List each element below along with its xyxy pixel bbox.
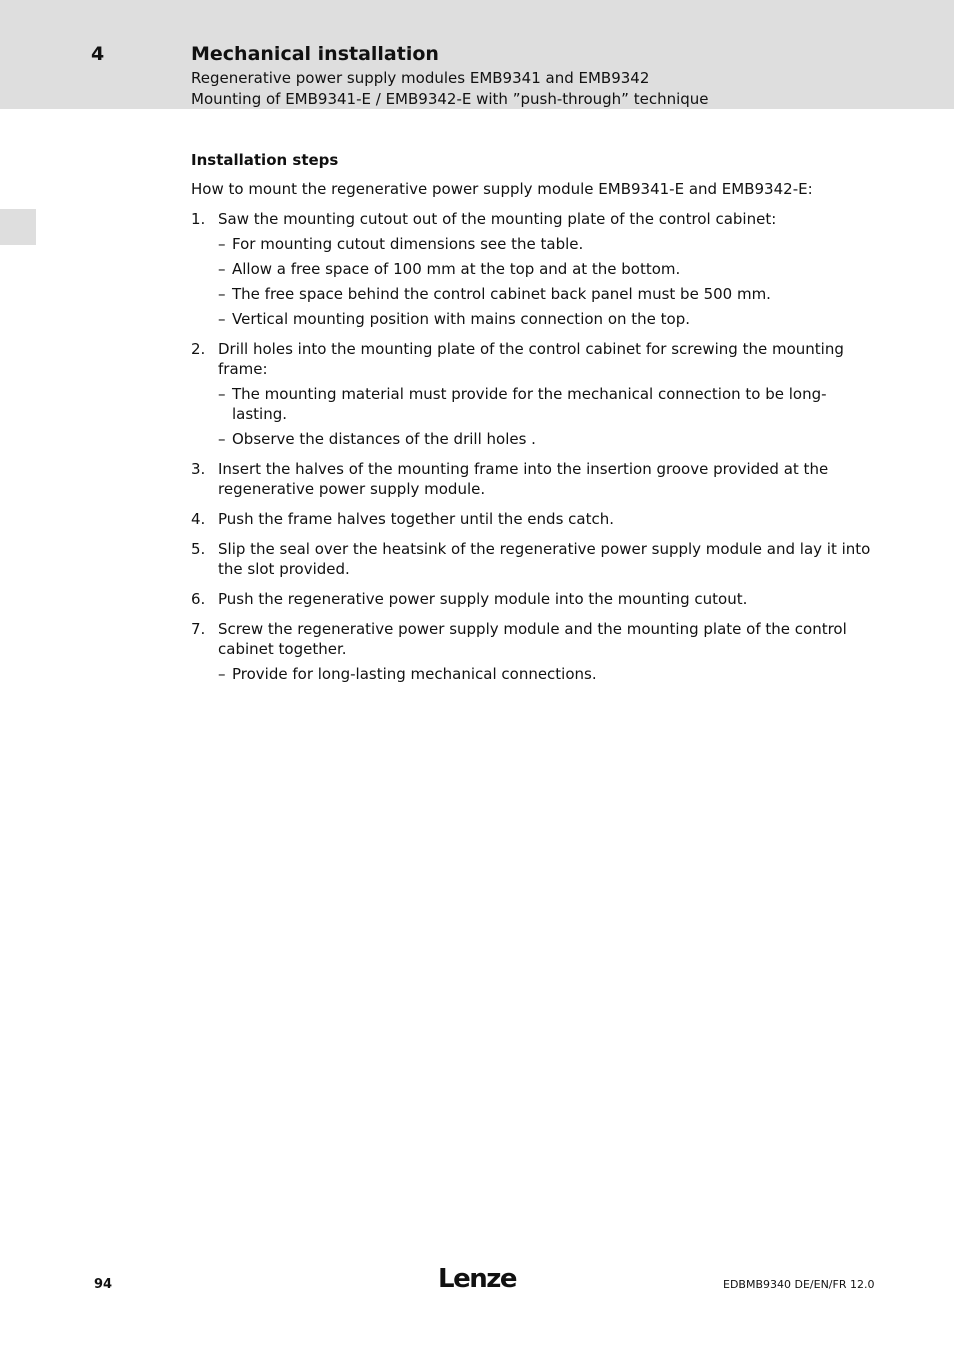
intro-text: How to mount the regenerative power supply module EMB9341-E and EMB9342-E:	[191, 180, 813, 198]
note-item: – Allow a free space of 100 mm at the top and at the bottom.	[218, 259, 871, 279]
note-item: – The free space behind the control cabinet back panel must be 500 mm.	[218, 284, 871, 304]
step-text: Saw the mounting cutout out of the mounting plate of the control cabinet:	[218, 210, 777, 228]
lenze-logo: Lenze	[438, 1264, 516, 1294]
step-item	[191, 539, 871, 579]
step-notes	[218, 664, 871, 684]
step-text: Push the regenerative power supply module into the mounting cutout.	[218, 590, 748, 608]
step-notes	[218, 384, 871, 449]
step-item	[191, 509, 871, 529]
step-text: Insert the halves of the mounting frame into the insertion groove provided at the regenerative power supply module.	[218, 460, 829, 498]
section-subtitle: Regenerative power supply modules EMB9341 and EMB9342	[191, 69, 650, 87]
step-number: 5.	[191, 540, 206, 558]
section-heading: Installation steps	[191, 151, 339, 169]
note-item: – For mounting cutout dimensions see the table.	[218, 234, 871, 254]
main-content	[191, 150, 871, 694]
note-item: – Provide for long-lasting mechanical connections.	[218, 664, 871, 684]
note-item: – The mounting material must provide for the mechanical connection to be long-lasting.	[218, 384, 871, 424]
step-item	[191, 589, 871, 609]
subsection-subtitle: Mounting of EMB9341-E / EMB9342-E with ”push-through” technique	[191, 90, 709, 108]
step-item	[191, 619, 871, 684]
step-text: Slip the seal over the heatsink of the regenerative power supply module and lay it into the slot provided.	[218, 540, 871, 578]
step-notes	[218, 234, 871, 329]
step-item	[191, 209, 871, 329]
page-number: 94	[94, 1277, 113, 1292]
step-number: 3.	[191, 460, 206, 478]
chapter-number: 4	[91, 43, 105, 65]
step-item	[191, 339, 871, 449]
note-item: – Vertical mounting position with mains connection on the top.	[218, 309, 871, 329]
step-text: Drill holes into the mounting plate of the control cabinet for screwing the mounting frame:	[218, 340, 844, 378]
note-item: – Observe the distances of the drill holes .	[218, 429, 871, 449]
installation-steps-list	[191, 209, 871, 684]
step-number: 2.	[191, 340, 206, 358]
step-number: 7.	[191, 620, 206, 638]
step-number: 4.	[191, 510, 206, 528]
chapter-title: Mechanical installation	[191, 43, 439, 65]
step-text: Push the frame halves together until the ends catch.	[218, 510, 614, 528]
step-text: Screw the regenerative power supply module and the mounting plate of the control cabinet together.	[218, 620, 847, 658]
document-id: EDBMB9340 DE/EN/FR 12.0	[723, 1278, 875, 1291]
step-number: 6.	[191, 590, 206, 608]
chapter-side-tab	[0, 209, 36, 245]
step-item	[191, 459, 871, 499]
step-number: 1.	[191, 210, 206, 228]
